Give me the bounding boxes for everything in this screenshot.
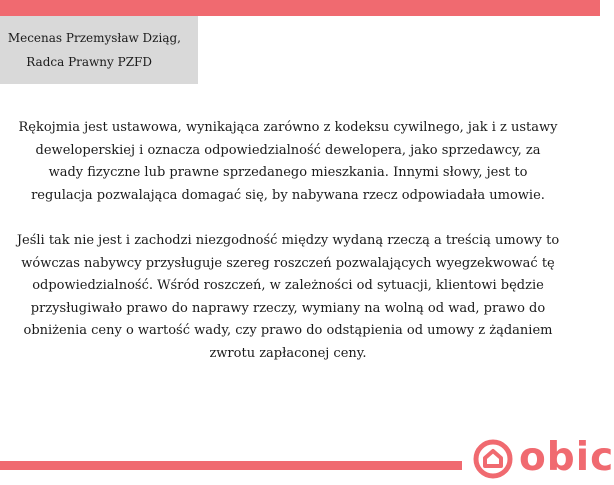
paragraph-2-line: zwrotu zapłaconej ceny. [209,345,367,361]
author-title: Radca Prawny PZFD [26,55,152,69]
paragraph-1 [8,117,568,207]
brand-logo [470,435,614,485]
paragraph-2-line: obniżenia ceny o wartość wady, czy prawo do odstąpienia od umowy z żądaniem [23,323,553,338]
paragraph-1-line: wady fizyczne lub prawne sprzedanego mieszkania. Innymi słowy, jest to [48,165,528,180]
paragraph-1-line: Rękojmia jest ustawowa, wynikająca zarówno z kodeksu cywilnego, jak i z ustawy [18,120,558,135]
paragraph-1-line: deweloperskiej i oznacza odpowiedzialność dewelopera, jako sprzedawcy, za [35,142,541,158]
paragraph-2-line: Jeśli tak nie jest i zachodzi niezgodność między wydaną rzeczą a treścią umowy to [16,233,560,248]
paragraph-2 [8,230,568,365]
author-box [0,16,198,84]
paragraph-1-line: regulacja pozwalająca domagać się, by nabywana rzecz odpowiadała umowie. [31,187,545,203]
paragraph-2-line: odpowiedzialność. Wśród roszczeń, w zależności od sytuacji, klientowi będzie [32,278,544,293]
paragraph-2-line: wówczas nabywcy przysługuje szereg roszczeń pozwalających wyegzekwować tę [21,255,555,271]
logo-text: obic [519,435,614,480]
house-in-circle-icon [470,435,516,481]
bottom-accent-bar [0,461,462,470]
paragraph-2-line: przysługiwało prawo do naprawy rzeczy, wymiany na wolną od wad, prawo do [30,300,546,316]
author-name: Mecenas Przemysław Dziąg, [7,31,181,45]
top-accent-bar [0,0,600,16]
